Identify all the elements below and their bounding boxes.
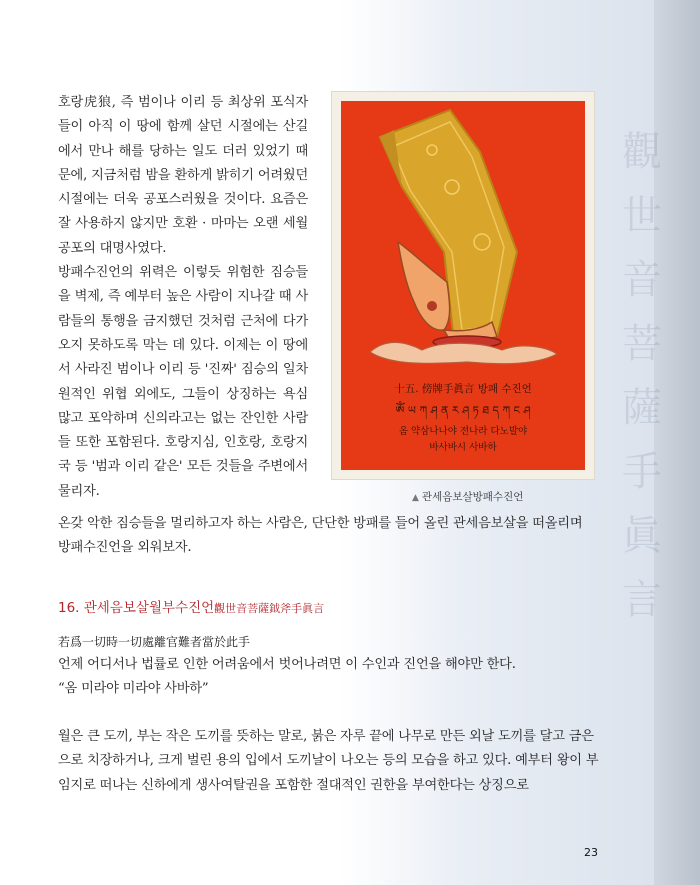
paragraph: 방패수진언의 위력은 이렇듯 위험한 짐승들을 벽제, 즉 예부터 높은 사람이 지나갈 때 사람들의 통행을 금지했던 것처럼 근처에 다가오지 못하도록 막는 데 있다. 이제는 이 땅에서 사라진 범이나 이리 등 '진짜' 짐승의 일차원적인 위협 외에도, 그들이 상징하는 욕심 많고 포악하며 신의라고는 없는 잔인한 사람들 또한 포함된다. 호랑지심, 인호랑, 호랑지국 등 '범과 이리 같은' 모든 것들을 주변에서 물리자. bbox=[58, 265, 308, 499]
caption-text: 관세음보살방패수진언 bbox=[421, 491, 524, 503]
inscription-line: 바사바시 사바하 bbox=[429, 442, 497, 453]
paragraph: 온갖 악한 짐승들을 멀리하고자 하는 사람은, 단단한 방패를 들어 올린 관세음보살을 떠올리며 방패수진언을 외워보자. bbox=[58, 516, 583, 556]
section-title-hanja: 觀世音菩薩鉞斧手眞言 bbox=[214, 602, 325, 615]
clouds bbox=[370, 342, 557, 363]
background-calligraphy: 觀 世 音 菩 薩 手 眞 言 bbox=[622, 129, 662, 623]
translation-line: 언제 어디서나 법률로 인한 어려움에서 벗어나려면 이 수인과 진언을 해야만 한다. bbox=[58, 657, 516, 672]
paragraph: 월은 큰 도끼, 부는 작은 도끼를 뜻하는 말로, 붉은 자루 끝에 나무로 만든 외날 도끼를 달고 금은으로 치장하거나, 크게 벌린 용의 입에서 도끼날이 나오는 등의 모습을 하고 있다. 예부터 왕이 부임지로 떠나는 신하에게 생사여탈권을 포함한 절대적인 권한을 부여한다는 상징으로 bbox=[58, 729, 599, 793]
section-heading bbox=[58, 596, 324, 616]
triangle-icon: ▲ bbox=[412, 493, 419, 503]
inscription-line: ༀ ཡ ཀ ཤ ན ར ཤ ཏ ཐ ད ཀ ང ཤ bbox=[395, 404, 531, 417]
korean-translation bbox=[58, 653, 618, 702]
hand-shield-illustration bbox=[332, 92, 594, 479]
section-title-text: 16. 관세음보살월부수진언 bbox=[58, 600, 215, 616]
inscription-line: 옴 약삼나나야 전나라 다노발야 bbox=[398, 426, 528, 437]
inscription-line: 十五. 傍牌手眞言 방패 수진언 bbox=[394, 383, 532, 395]
paragraph: 호랑虎狼, 즉 범이나 이리 등 최상위 포식자들이 아직 이 땅에 함께 살던 시절에는 산길에서 만나 해를 당하는 일도 더러 있었기 때문에, 지금처럼 밤을 환하게 밝히기 어려웠던 시절에는 더욱 공포스러웠을 것이다. 요즘은 잘 사용하지 않지만 호환 · 마마는 오랜 세월 공포의 대명사였다. bbox=[58, 95, 308, 256]
page-number: 23 bbox=[584, 846, 598, 859]
hanja-quote: 若爲一切時一切處離官難者當於此手 bbox=[58, 635, 251, 649]
figure-caption bbox=[412, 489, 523, 504]
left-column bbox=[58, 91, 308, 504]
mantra-line: “옴 미라야 미라야 사바하” bbox=[58, 681, 209, 697]
figure-image bbox=[331, 91, 595, 480]
